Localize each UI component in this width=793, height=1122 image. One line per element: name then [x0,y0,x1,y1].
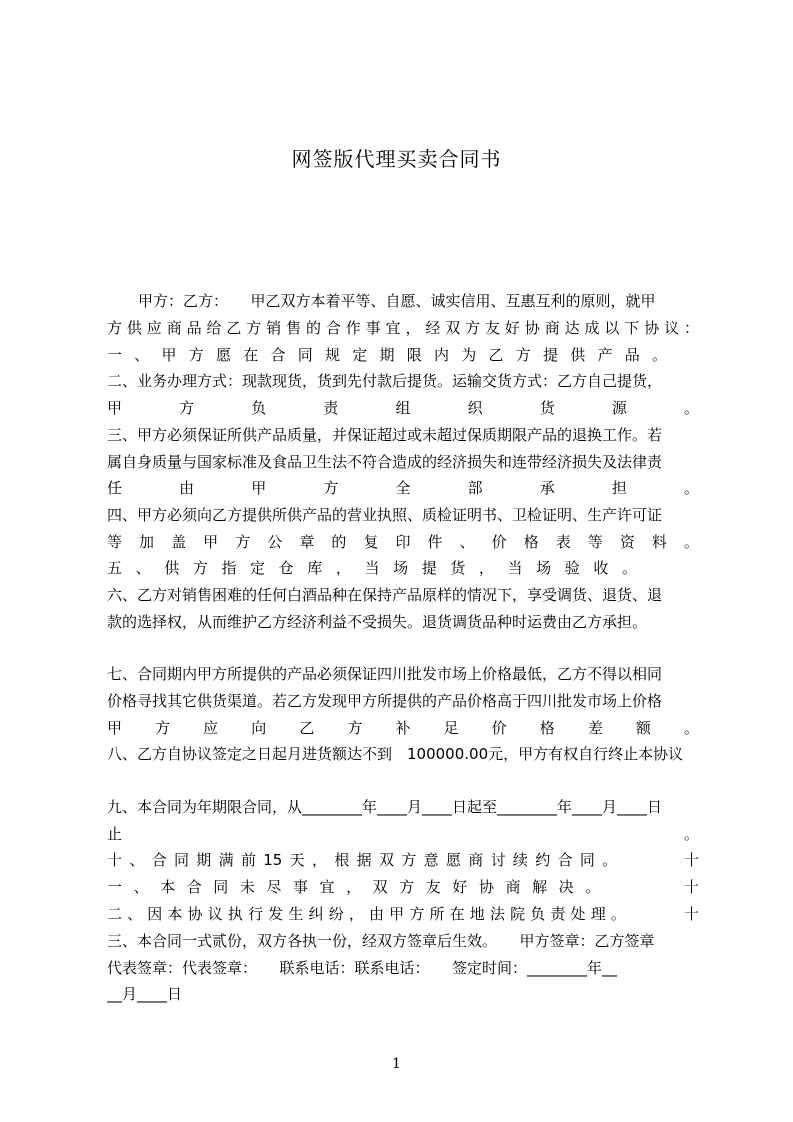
paragraph-line: 四、甲方必须向乙方提供所供产品的营业执照、质检证明书、卫检证明、生产许可证 [107,506,663,524]
paragraph-line: 甲方：乙方： 甲乙双方本着平等、自愿、诚实信用、互惠互利的原则，就甲 [138,292,656,310]
paragraph-line: 十、合同期满前15天，根据双方意愿商讨续约合同。 十 [107,851,699,869]
paragraph-line: 价格寻找其它供货渠道。若乙方发现甲方所提供的产品价格高于四川批发市场上价格 [107,692,663,710]
document-title: 网签版代理买卖合同书 [291,147,502,171]
paragraph-line: 六、乙方对销售困难的任何白酒品种在保持产品原样的情况下，享受调货、退货、退 [107,586,663,604]
paragraph-line: 二、业务办理方式：现款现货，货到先付款后提货。运输交货方式：乙方自己提货， [107,372,663,390]
paragraph-line: 五、供方指定仓库，当场提货，当场验收。 [107,559,637,577]
paragraph-line: 等加盖甲方公章的复印件、价格表等资料。 [107,533,699,551]
paragraph-line: 任由甲方全部承担。 [107,479,699,497]
paragraph-line: 七、合同期内甲方所提供的产品必须保证四川批发市场上价格最低，乙方不得以相同 [107,665,663,683]
paragraph-line: 二、因本协议执行发生纠纷，由甲方所在地法院负责处理。 十 [107,905,699,923]
paragraph-line: 三、甲方必须保证所供产品质量，并保证超过或未超过保质期限产品的退换工作。若 [107,426,663,444]
paragraph-line: 方供应商品给乙方销售的合作事宜，经双方友好协商达成以下协议： [107,319,699,337]
paragraph-line: 九、本合同为年期限合同，从________年____月____日起至________年____月____日 [107,798,663,816]
paragraph-line: 止。 [107,825,699,843]
paragraph-line: __月____日 [107,985,183,1003]
paragraph-line: 八、乙方自协议签定之日起月进货额达不到 100000.00元，甲方有权自行终止本协议 [107,745,684,763]
paragraph-line: 款的选择权，从而维护乙方经济利益不受损失。退货调货品种时运费由乙方承担。 [107,613,648,631]
paragraph-line: 甲方负责组织货源。 [107,399,699,417]
paragraph-line: 甲方应向乙方补足价格差额。 [107,719,699,737]
paragraph-line: 三、本合同一式贰份，双方各执一份，经双方签章后生效。 甲方签章：乙方签章 [107,932,655,950]
paragraph-line: 代表签章：代表签章： 联系电话：联系电话： 签定时间：________年__ [107,959,618,977]
paragraph-line: 一、本合同未尽事宜，双方友好协商解决。 十 [107,878,699,896]
paragraph-line: 属自身质量与国家标准及食品卫生法不符合造成的经济损失和连带经济损失及法律责 [107,453,663,471]
page-number: 1 [392,1056,401,1072]
paragraph-line: 一、甲方愿在合同规定期限内为乙方提供产品。 [107,346,667,364]
